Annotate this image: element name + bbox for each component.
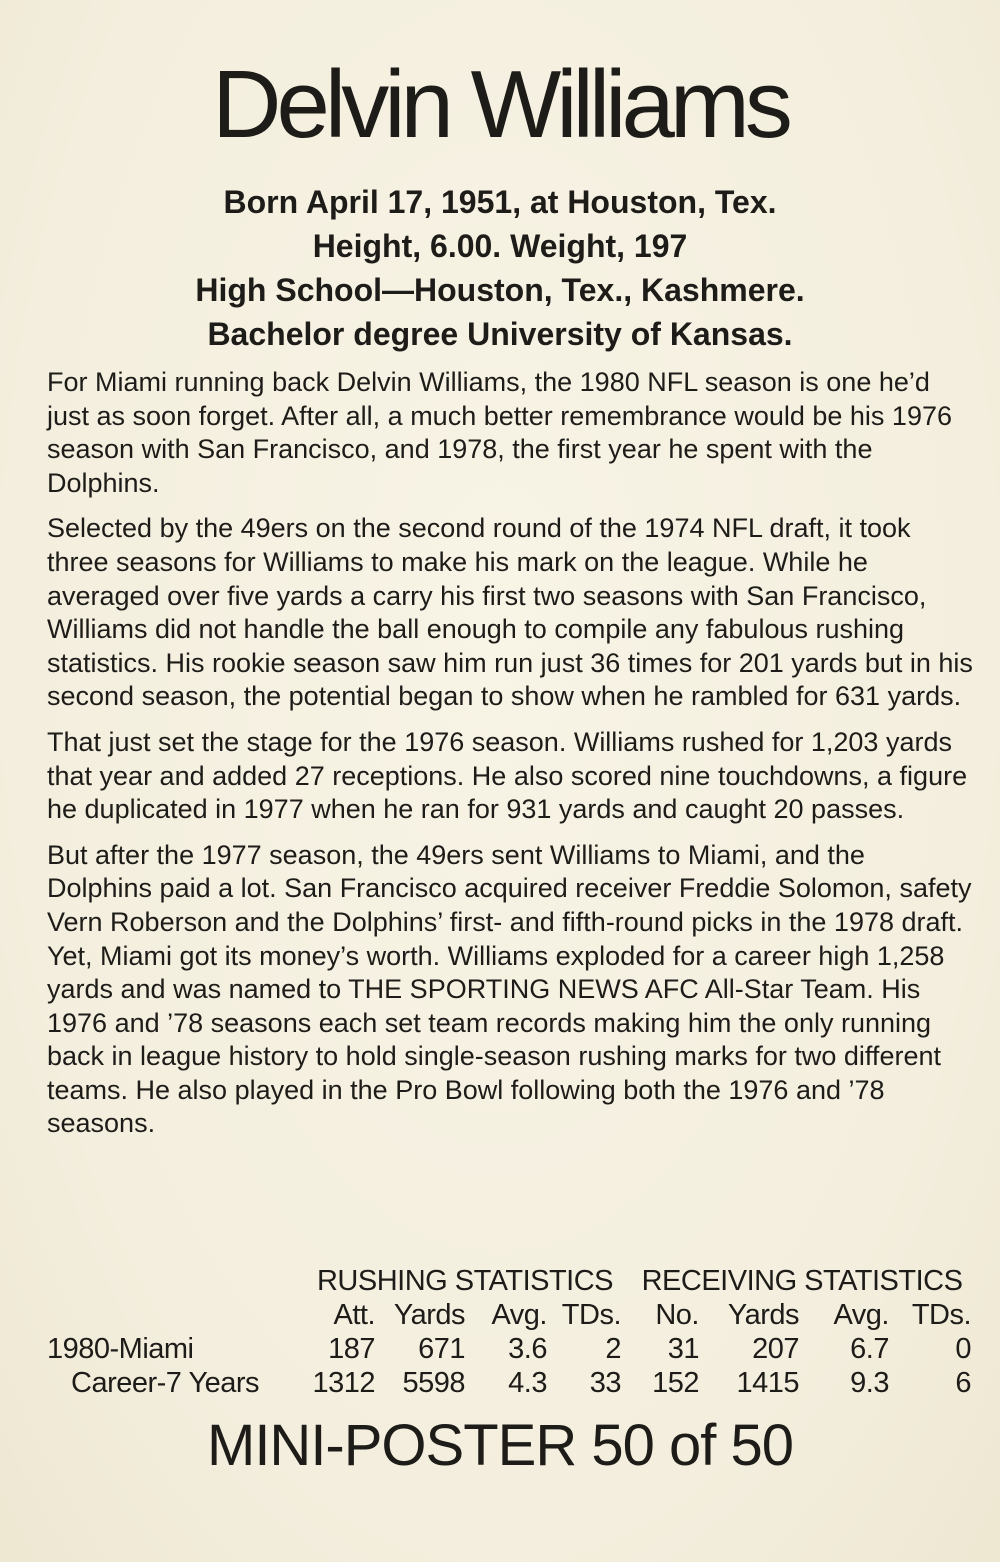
receiving-stats-title: RECEIVING STATISTICS [641,1265,963,1297]
column-header: TDs. [561,1299,621,1331]
stat-cell: 2 [605,1333,621,1365]
table-row [47,1332,977,1366]
stat-cell: 671 [418,1333,465,1365]
paragraph: That just set the stage for the 1976 season. Williams rushed for 1,203 yards that year and added 27 receptions. He also scored nine touchdowns, a figure he duplicated in 1977 when he ran for 931 yards and caught 20 passes. [47,726,968,825]
biography-text [47,366,977,1153]
stats-group-header [47,1264,977,1298]
stat-cell: 3.6 [508,1333,547,1365]
player-name: Delvin Williams [212,51,788,158]
stat-cell: 6.7 [850,1333,889,1365]
column-header: TDs. [911,1299,972,1331]
column-header: Avg. [491,1299,547,1331]
bio-college: Bachelor degree University of Kansas. [207,316,793,352]
row-label: 1980-Miami [47,1333,194,1365]
stat-cell: 4.3 [508,1367,547,1399]
column-header: Avg. [833,1299,889,1331]
stat-cell: 1415 [736,1367,799,1399]
stat-cell: 0 [955,1333,972,1365]
stats-table [47,1264,977,1400]
bio-high-school: High School—Houston, Tex., Kashmere. [195,272,805,308]
stat-cell: 33 [589,1367,621,1399]
stats-column-header [47,1298,977,1332]
stat-cell: 207 [752,1333,799,1365]
table-row [47,1366,977,1400]
column-header: No. [655,1299,699,1331]
stat-cell: 1312 [312,1367,375,1399]
bio-birth: Born April 17, 1951, at Houston, Tex. [223,184,777,220]
stat-cell: 152 [652,1367,699,1399]
paragraph: For Miami running back Delvin Williams, the 1980 NFL season is one he’d just as soon forget. After all, a much better remembrance would be his 1976 season with San Francisco, and 1978, the first year he spent with the Dolphins. [47,367,952,498]
rushing-stats-title: RUSHING STATISTICS [316,1265,614,1297]
paragraph: But after the 1977 season, the 49ers sent Williams to Miami, and the Dolphins paid a lot. San Francisco acquired receiver Freddie Solomon, safety Vern Roberson and the Dolphins’ first- and fifth-round picks in the 1978 draft. Yet, Miami got its money’s worth. Williams exploded for a career high 1,258 yards and was named to THE SPORTING NEWS AFC All-Star Team. His 1976 and ’78 seasons each set team records making him the only running back in league history to hold single-season rushing marks for two different teams. He also played in the Pro Bowl following both the 1976 and ’78 seasons. [47,839,972,1139]
player-bio [0,180,1000,356]
column-header: Att. [333,1299,375,1331]
stat-cell: 31 [667,1333,699,1365]
bio-height-weight: Height, 6.00. Weight, 197 [312,228,688,264]
paragraph: Selected by the 49ers on the second round of the 1974 NFL draft, it took three seasons for Williams to make his mark on the league. While he averaged over five yards a carry his first two seasons with San Francisco, Williams did not handle the ball enough to compile any fabulous rushing statistics. His rookie season saw him run just 36 times for 201 yards but in his second season, the potential began to show when he rambled for 631 yards. [47,513,973,712]
column-header: Yards [393,1299,465,1331]
stat-cell: 9.3 [850,1367,889,1399]
stat-cell: 6 [955,1367,972,1399]
stat-cell: 187 [328,1333,375,1365]
column-header: Yards [727,1299,799,1331]
poster-number: MINI-POSTER 50 of 50 [207,1413,793,1478]
row-label: Career-7 Years [71,1367,260,1399]
stat-cell: 5598 [402,1367,465,1399]
